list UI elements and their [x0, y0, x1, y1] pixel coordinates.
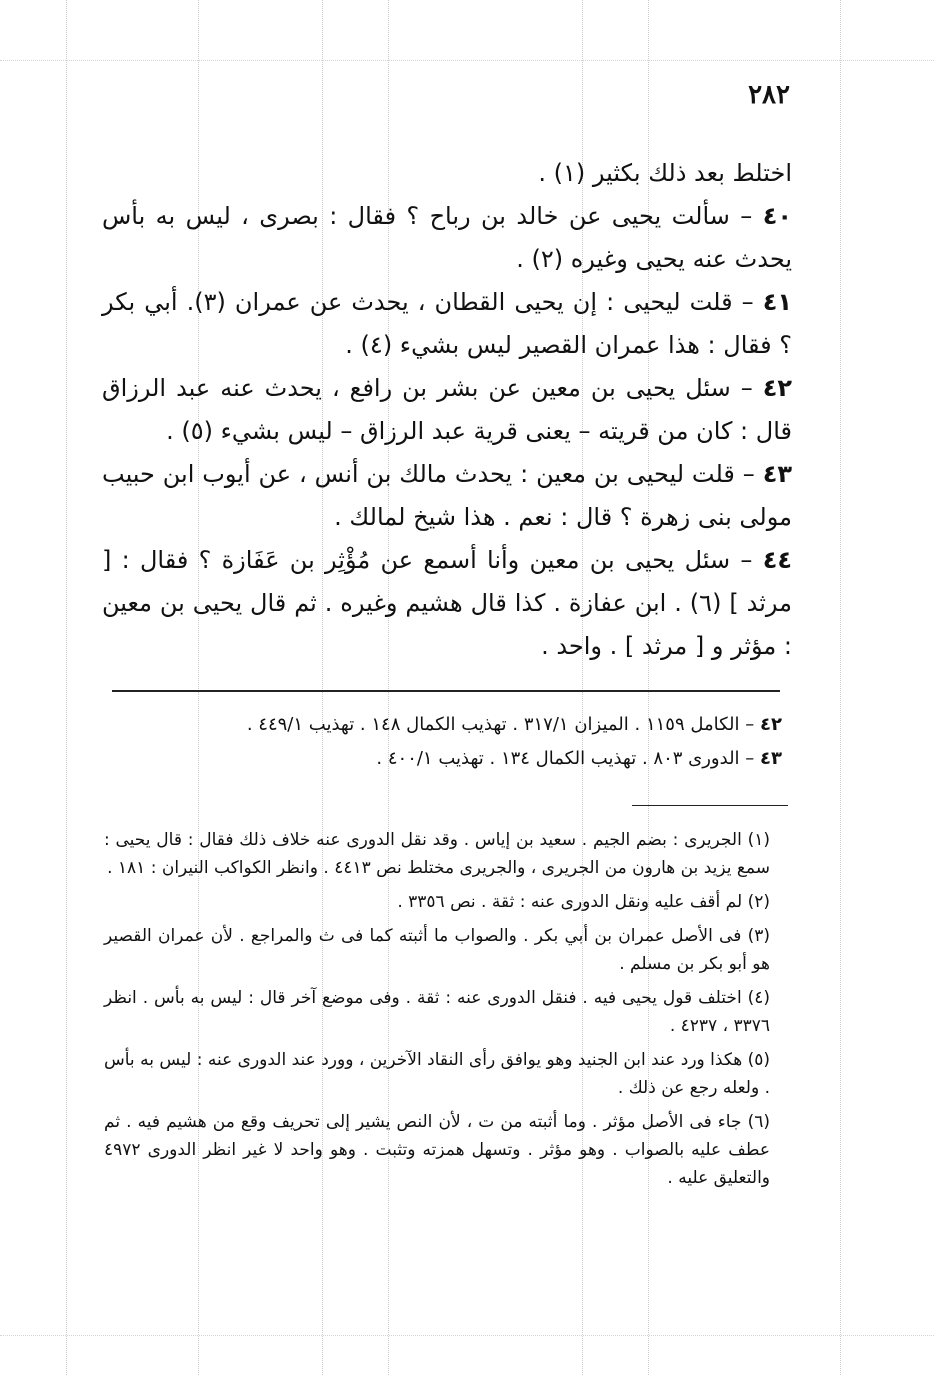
entry-number: ٤٣	[762, 460, 792, 488]
entry-number: ٤٢	[762, 374, 792, 402]
entry-text: – سئل يحيى بن معين وأنا أسمع عن مُؤْثِر بن عَفَازة ؟ فقال : [ مرثد ] (٦) . ابن عفازة . كذا قال هشيم وغيره . ثم قال يحيى بن معين : مؤثر و [ مرثد ] . واحد .	[102, 546, 792, 660]
scan-guide-line	[840, 0, 841, 1375]
scan-guide-line	[66, 0, 67, 1375]
scan-guide-line	[0, 60, 934, 61]
entry-40	[102, 195, 792, 281]
footnote-6: (٦) جاء فى الأصل مؤثر . وما أثبته من ت ، لأن النص يشير إلى تحريف وقع من هشيم فيه . ثم عطف عليه بالصواب . وهو مؤثر . وتسهل همزته وتثبت . وهو واحد لا غير انظر الدورى ٤٩٧٢ والتعليق عليه .	[104, 1112, 770, 1188]
entry-number: ٤١	[762, 288, 793, 316]
entry-number: ٤٤	[762, 546, 792, 574]
footnote-1: (١) الجريرى : بضم الجيم . سعيد بن إياس . وقد نقل الدورى عنه خلاف ذلك فقال : قال يحيى : سمع يزيد بن هارون من الجريرى ، والجريرى مختلط نص ٤٤١٣ . وانظر الكواكب النيران : ١٨١ .	[104, 830, 770, 878]
source-42	[112, 708, 782, 742]
entry-text: – سئل يحيى بن معين عن بشر بن رافع ، يحدث عنه عبد الرزاق قال : كان من قريته – يعنى قرية عبد الرزاق – ليس بشيء (٥) .	[102, 374, 792, 445]
scan-guide-line	[0, 1335, 934, 1336]
page-number: ٢٨٢	[748, 80, 790, 110]
source-43	[112, 742, 782, 776]
entry-text: – قلت ليحيى : إن يحيى القطان ، يحدث عن عمران (٣). أبي بكر ؟ فقال : هذا عمران القصير ليس بشيء (٤) .	[102, 288, 792, 359]
opening-line: اختلط بعد ذلك بكثير (١) .	[538, 159, 792, 187]
entry-number: ٤٠	[762, 202, 792, 230]
footnote-3: (٣) فى الأصل عمران بن أبي بكر . والصواب ما أثبته كما فى ث والمراجع . لأن عمران القصير هو أبو بكر بن مسلم .	[104, 926, 770, 974]
source-number: ٤٣	[760, 748, 782, 769]
entry-text: – قلت ليحيى بن معين : يحدث مالك بن أنس ، عن أيوب ابن حبيب مولى بنى زهرة ؟ قال : نعم . هذا شيخ لمالك .	[102, 460, 792, 531]
section-divider	[112, 690, 780, 692]
entry-text: – سألت يحيى عن خالد بن رباح ؟ فقال : بصرى ، ليس به بأس يحدث عنه يحيى وغيره (٢) .	[102, 202, 792, 273]
entry-42	[102, 367, 792, 453]
source-text: – الدورى ٨٠٣ . تهذيب الكمال ١٣٤ . تهذيب ٤٠٠/١ .	[376, 748, 755, 769]
sources-list	[112, 708, 782, 776]
footnote-2: (٢) لم أقف عليه ونقل الدورى عنه : ثقة . نص ٣٣٥٦ .	[397, 892, 770, 912]
entry-41	[102, 281, 792, 367]
footnotes	[104, 826, 792, 1198]
entry-44	[102, 539, 792, 668]
footnote-4: (٤) اختلف قول يحيى فيه . فنقل الدورى عنه : ثقة . وفى موضع آخر قال : ليس به بأس . انظر ٣٣٧٦ ، ٤٢٣٧ .	[104, 988, 770, 1036]
footnote-5: (٥) هكذا ورد عند ابن الجنيد وهو يوافق رأى النقاد الآخرين ، وورد عند الدورى عنه : ليس به بأس . ولعله رجع عن ذلك .	[104, 1050, 770, 1098]
source-text: – الكامل ١١٥٩ . الميزان ٣١٧/١ . تهذيب الكمال ١٤٨ . تهذيب ٤٤٩/١ .	[246, 714, 755, 735]
footnote-divider	[632, 805, 788, 806]
entry-43	[102, 453, 792, 539]
source-number: ٤٢	[760, 714, 782, 735]
main-text	[102, 152, 792, 668]
